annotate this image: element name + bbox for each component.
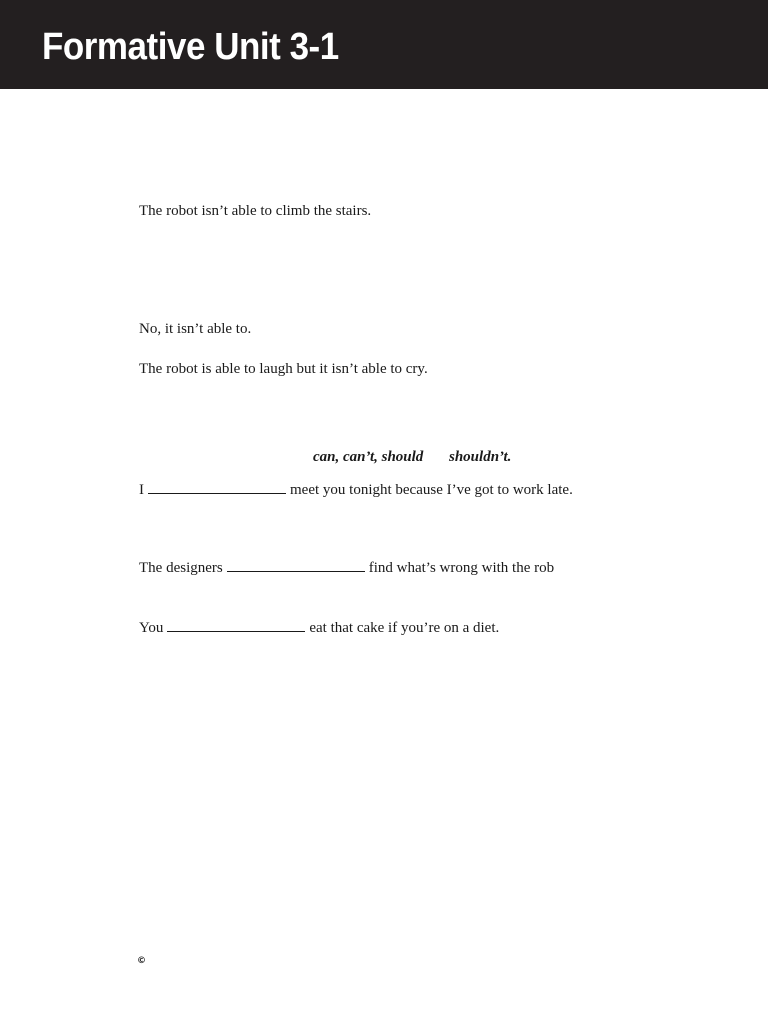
exercise-2-blank bbox=[227, 558, 365, 572]
exercise-2 bbox=[139, 558, 554, 577]
exercise-3-end: eat that cake if you’re on a diet. bbox=[309, 620, 500, 636]
page-title: Formative Unit 3-1 bbox=[42, 26, 339, 68]
exercise-1 bbox=[139, 480, 573, 499]
header-bar bbox=[0, 0, 768, 89]
exercise-1-end: meet you tonight because I’ve got to work late. bbox=[290, 482, 573, 498]
exercise-3-start: You bbox=[139, 620, 164, 636]
sentence-robot-laugh: The robot is able to laugh but it isn’t able to cry. bbox=[139, 361, 428, 377]
copyright-symbol: © bbox=[137, 956, 146, 966]
instruction-shouldnt: shouldn’t. bbox=[449, 449, 512, 465]
exercise-2-end: find what’s wrong with the rob bbox=[368, 560, 555, 576]
sentence-robot-stairs: The robot isn’t able to climb the stairs. bbox=[139, 203, 372, 219]
exercise-1-start: I bbox=[139, 482, 144, 498]
instruction-modals: can, can’t, should bbox=[313, 449, 424, 465]
exercise-2-start: The designers bbox=[139, 560, 223, 576]
exercise-1-blank bbox=[148, 480, 286, 494]
sentence-no-it-isnt: No, it isn’t able to. bbox=[139, 321, 252, 337]
exercise-3 bbox=[139, 618, 499, 637]
exercise-3-blank bbox=[167, 618, 305, 632]
